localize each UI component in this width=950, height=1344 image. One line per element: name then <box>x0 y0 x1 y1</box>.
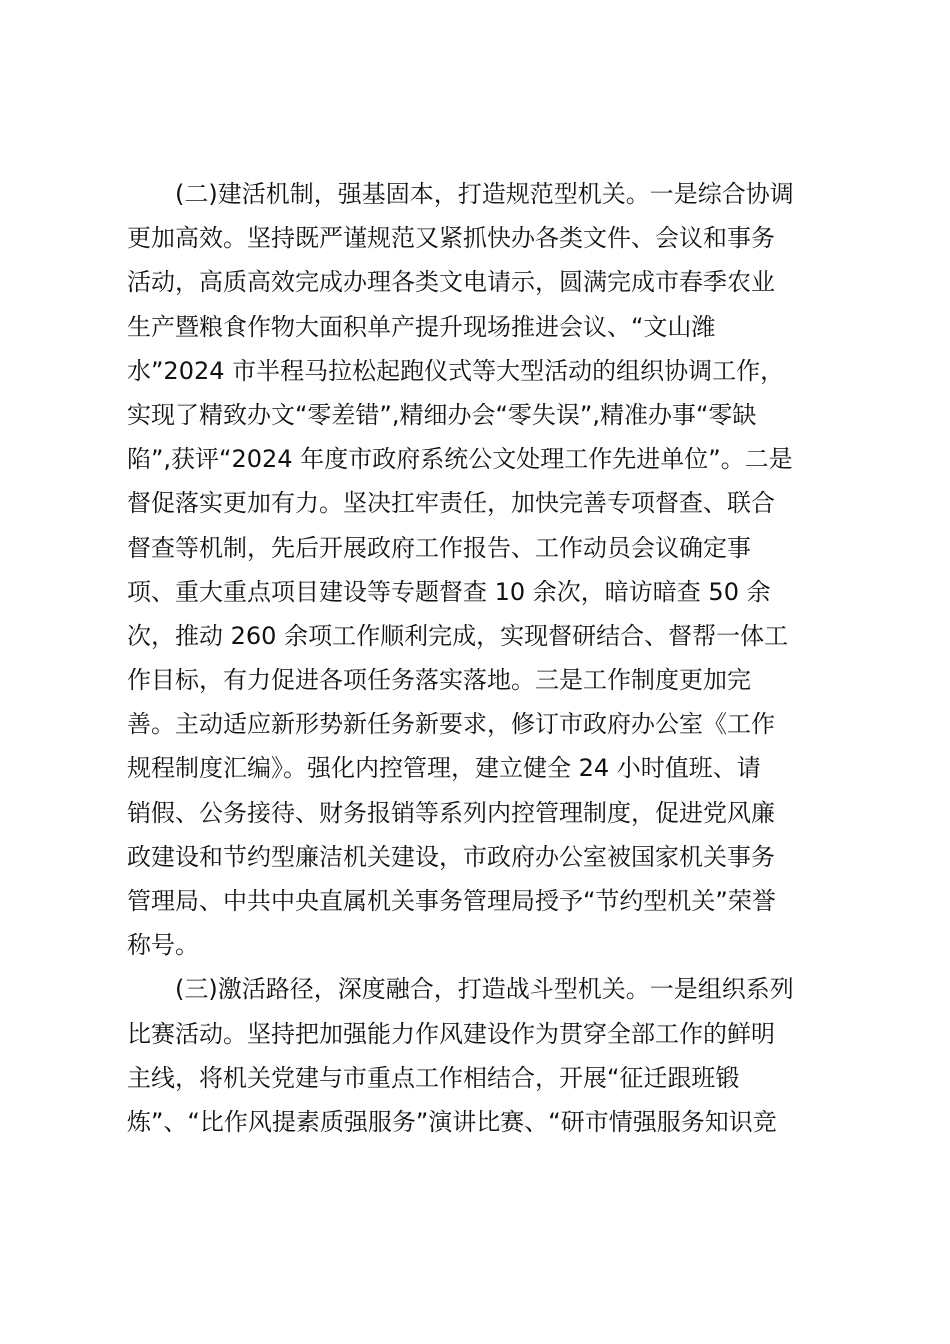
paragraph <box>127 172 837 967</box>
text-line: 陷”,获评“2024 年度市政府系统公文处理工作先进单位”。二是 <box>127 445 793 474</box>
text-line: 督促落实更加有力。坚决扛牢责任，加快完善专项督查、联合 <box>127 489 775 518</box>
text-line: 称号。 <box>127 931 199 960</box>
text-line: 实现了精致办文“零差错”,精细办会“零失误”,精准办事“零缺 <box>127 400 757 429</box>
text-line: 督查等机制，先后开展政府工作报告、工作动员会议确定事 <box>127 533 751 562</box>
text-line: 作目标，有力促进各项任务落实落地。三是工作制度更加完 <box>127 666 751 695</box>
text-line: 炼”、“比作风提素质强服务”演讲比赛、“研市情强服务知识竞 <box>127 1107 777 1136</box>
text-line: 次，推动 260 余项工作顺利完成，实现督研结合、督帮一体工 <box>127 621 789 650</box>
text-line: (三)激活路径，深度融合，打造战斗型机关。一是组织系列 <box>175 975 794 1004</box>
text-line: 善。主动适应新形势新任务新要求，修订市政府办公室《工作 <box>127 710 775 739</box>
text-line: 销假、公务接待、财务报销等系列内控管理制度，促进党风廉 <box>127 798 775 827</box>
text-line: 比赛活动。坚持把加强能力作风建设作为贯穿全部工作的鲜明 <box>127 1019 775 1048</box>
text-line: 更加高效。坚持既严谨规范又紧抓快办各类文件、会议和事务 <box>127 224 775 253</box>
text-line: 项、重大重点项目建设等专题督查 10 余次，暗访暗查 50 余 <box>127 577 771 606</box>
text-line: 水”2024 市半程马拉松起跑仪式等大型活动的组织协调工作， <box>127 356 785 385</box>
document-body <box>127 172 837 1144</box>
text-line: 生产暨粮食作物大面积单产提升现场推进会议、“文山潍 <box>127 312 716 341</box>
text-line: 政建设和节约型廉洁机关建设，市政府办公室被国家机关事务 <box>127 842 775 871</box>
text-line: 管理局、中共中央直属机关事务管理局授予“节约型机关”荣誉 <box>127 887 776 915</box>
text-line: 活动，高质高效完成办理各类文电请示，圆满完成市春季农业 <box>127 268 775 297</box>
text-line: (二)建活机制，强基固本，打造规范型机关。一是综合协调 <box>175 180 794 208</box>
text-line: 主线，将机关党建与市重点工作相结合，开展“征迁跟班锻 <box>127 1063 740 1092</box>
text-line: 规程制度汇编》。强化内控管理，建立健全 24 小时值班、请 <box>127 754 761 783</box>
paragraph <box>127 967 837 1144</box>
